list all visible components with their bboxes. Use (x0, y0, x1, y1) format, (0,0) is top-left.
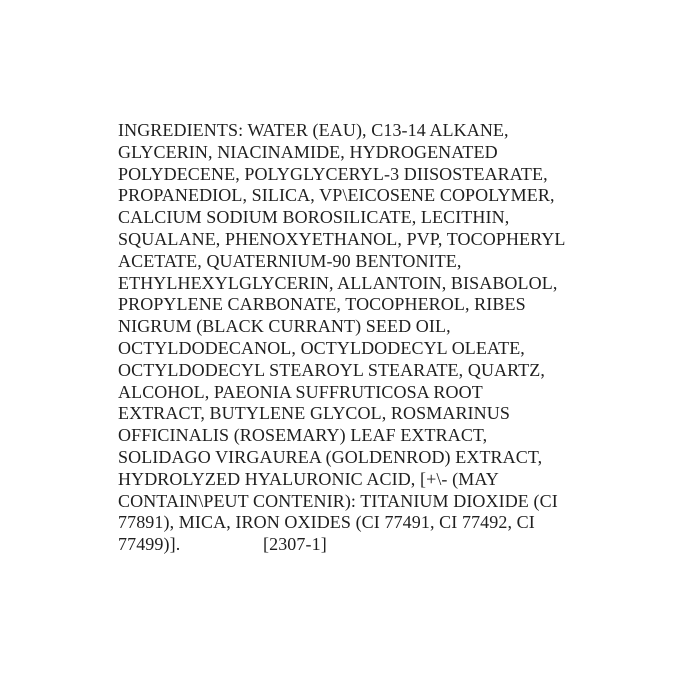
ingredients-line: NIGRUM (BLACK CURRANT) SEED OIL, (118, 316, 451, 337)
batch-code: [2307-1] (263, 534, 327, 555)
ingredients-line: OCTYLDODECYL STEAROYL STEARATE, QUARTZ, (118, 359, 545, 380)
ingredients-line: GLYCERIN, NIACINAMIDE, HYDROGENATED (118, 141, 498, 162)
ingredients-line: EXTRACT, BUTYLENE GLYCOL, ROSMARINUS (118, 403, 510, 424)
ingredients-line: ACETATE, QUATERNIUM-90 BENTONITE, (118, 250, 462, 271)
ingredients-line: CONTAIN\PEUT CONTENIR): TITANIUM DIOXIDE (CI (118, 490, 558, 511)
ingredients-line: CALCIUM SODIUM BOROSILICATE, LECITHIN, (118, 207, 510, 228)
ingredients-line: ETHYLHEXYLGLYCERIN, ALLANTOIN, BISABOLOL, (118, 272, 558, 293)
ingredients-line: POLYDECENE, POLYGLYCERYL-3 DIISOSTEARATE, (118, 163, 548, 184)
ingredients-line: HYDROLYZED HYALURONIC ACID, [+\- (MAY (118, 468, 499, 489)
ingredients-line: PROPYLENE CARBONATE, TOCOPHEROL, RIBES (118, 294, 526, 315)
ingredients-line: OCTYLDODECANOL, OCTYLDODECYL OLEATE, (118, 337, 525, 358)
ingredients-line: INGREDIENTS: WATER (EAU), C13-14 ALKANE, (118, 120, 509, 140)
ingredients-line: OFFICINALIS (ROSEMARY) LEAF EXTRACT, (118, 425, 488, 446)
ingredients-last-line-text: 77499)]. (118, 534, 181, 555)
ingredients-line: SOLIDAGO VIRGAUREA (GOLDENROD) EXTRACT, (118, 446, 543, 467)
ingredients-line: SQUALANE, PHENOXYETHANOL, PVP, TOCOPHERYL (118, 228, 566, 249)
ingredients-line: ALCOHOL, PAEONIA SUFFRUTICOSA ROOT (118, 381, 483, 402)
ingredients-panel (118, 120, 588, 556)
ingredients-last-line (118, 534, 588, 556)
ingredients-line: PROPANEDIOL, SILICA, VP\EICOSENE COPOLYMER, (118, 185, 555, 206)
ingredients-line: 77891), MICA, IRON OXIDES (CI 77491, CI 77492, CI (118, 512, 535, 533)
